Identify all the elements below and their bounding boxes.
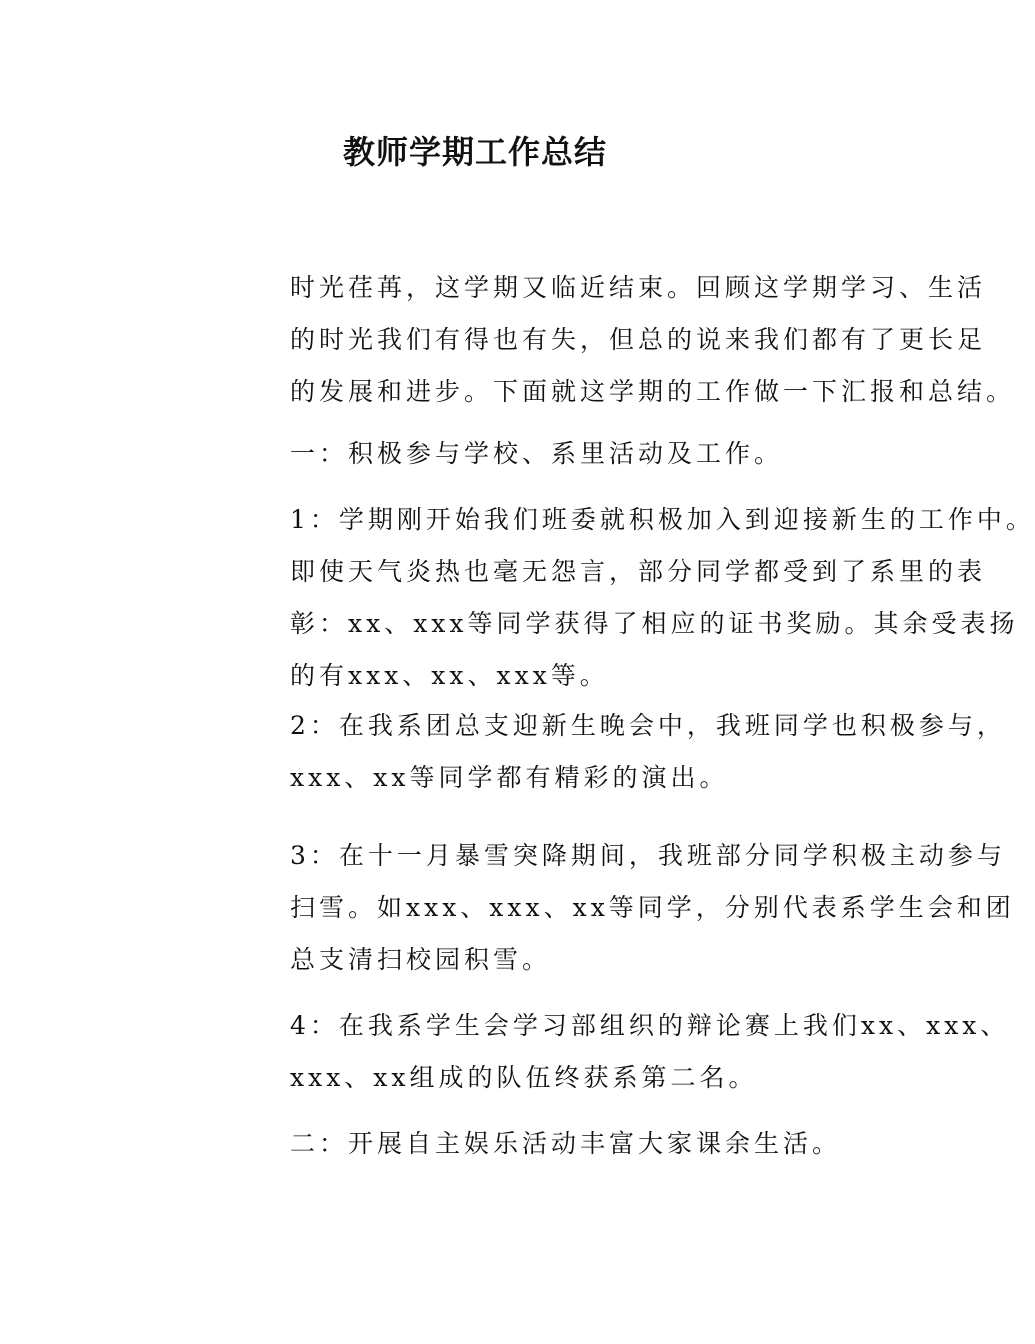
- section-heading-2: [290, 1118, 841, 1170]
- text-line: 二：开展自主娱乐活动丰富大家课余生活。: [290, 1129, 842, 1158]
- text-line: 彰：xx、xxx等同学获得了相应的证书奖励。其余受表扬: [290, 609, 1019, 638]
- text-line: 3：在十一月暴雪突降期间，我班部分同学积极主动参与: [290, 841, 1006, 870]
- text-line: xxx、xx等同学都有精彩的演出。: [290, 763, 729, 792]
- text-line: 2：在我系团总支迎新生晚会中，我班同学也积极参与，: [290, 711, 1006, 740]
- paragraph-item-2: [290, 700, 1006, 804]
- paragraph-item-3: [290, 830, 1015, 986]
- text-line: 4：在我系学生会学习部组织的辩论赛上我们xx、xxx、: [290, 1011, 1010, 1040]
- paragraph-item-4: [290, 1000, 1009, 1104]
- text-line: 扫雪。如xxx、xxx、xx等同学，分别代表系学生会和团: [290, 893, 1015, 922]
- text-line: 即使天气炎热也毫无怨言，部分同学都受到了系里的表: [290, 557, 987, 586]
- section-heading-1: [290, 428, 783, 480]
- text-line: 的时光我们有得也有失，但总的说来我们都有了更长足: [290, 325, 987, 354]
- text-line: 一：积极参与学校、系里活动及工作。: [290, 439, 784, 468]
- text-line: 时光荏苒，这学期又临近结束。回顾这学期学习、生活: [290, 273, 987, 302]
- text-line: 总支清扫校园积雪。: [290, 945, 552, 974]
- text-line: 的发展和进步。下面就这学期的工作做一下汇报和总结。: [290, 377, 1016, 406]
- text-line: 的有xxx、xx、xxx等。: [290, 661, 609, 690]
- text-line: 1：学期刚开始我们班委就积极加入到迎接新生的工作中。: [290, 505, 1035, 534]
- document-title: 教师学期工作总结: [342, 133, 607, 171]
- text-line: xxx、xx组成的队伍终获系第二名。: [290, 1063, 758, 1092]
- paragraph-item-1: [290, 494, 1035, 702]
- paragraph-intro: [290, 262, 1015, 418]
